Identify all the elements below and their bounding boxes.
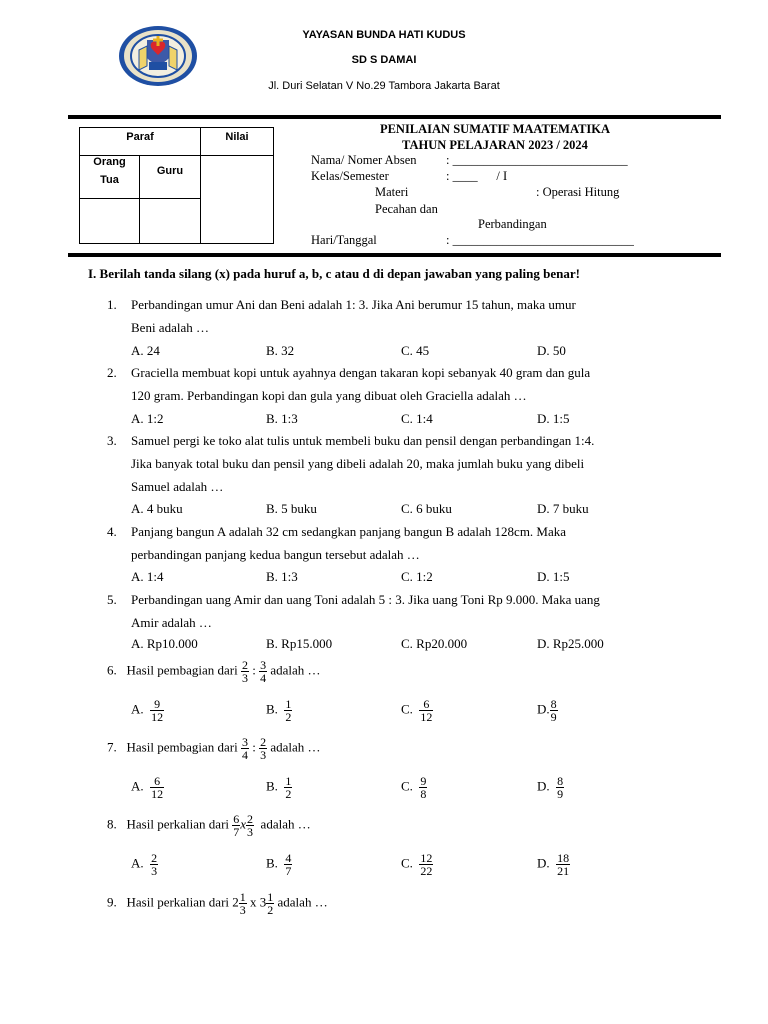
- question-9: 9. Hasil perkalian dari 2 $\frac{1}{3}$ x 3 $\frac{1}{2}$ adalah …: [107, 890, 328, 917]
- option-d[interactable]: D. $\frac{18}{21}$: [537, 851, 570, 878]
- question-number: 5.: [107, 592, 117, 607]
- option-c[interactable]: C. $\frac{6}{12}$: [401, 697, 433, 724]
- nama-label: Nama/ Nomer Absen: [311, 153, 417, 167]
- question-prefix: Hasil perkalian dari: [126, 894, 230, 910]
- question-text-line-2: Jika banyak total buku dan pensil yang dibeli adalah 20, maka jumlah buku yang dibeli: [131, 456, 585, 471]
- option-c[interactable]: C. Rp20.000: [401, 636, 468, 651]
- question-text-line-1: Samuel pergi ke toko alat tulis untuk membeli buku dan pensil dengan perbandingan 1:4.: [131, 433, 595, 448]
- section-instruction: I. Berilah tanda silang (x) pada huruf a, b, c atau d di depan jawaban yang paling benar!: [88, 266, 580, 281]
- materi-value: : Operasi Hitung: [536, 185, 620, 199]
- signature-table: [79, 127, 274, 244]
- materi-cont-1: Pecahan dan: [375, 202, 438, 216]
- option-d[interactable]: D. 1:5: [537, 411, 570, 426]
- question-prefix: Hasil pembagian dari: [126, 739, 238, 755]
- exam-title: PENILAIAN SUMATIF MAATEMATIKA: [379, 122, 611, 136]
- materi-label: Materi: [375, 185, 409, 199]
- school-name: SD S DAMAI: [351, 54, 417, 66]
- question-suffix: adalah …: [260, 816, 311, 832]
- orang-tua-label-1: Orang: [93, 156, 126, 168]
- option-c[interactable]: C. $\frac{12}{22}$: [401, 851, 433, 878]
- option-b[interactable]: B. 1:3: [266, 411, 298, 426]
- option-a[interactable]: A. $\frac{6}{12}$: [131, 774, 164, 801]
- question-text-line-2: Amir adalah …: [131, 615, 212, 630]
- option-a[interactable]: A. $\frac{9}{12}$: [131, 697, 164, 724]
- question-text-line-2: 120 gram. Perbandingan kopi dan gula yang dibuat oleh Graciella adalah …: [131, 388, 527, 403]
- option-a[interactable]: A. 4 buku: [131, 501, 183, 516]
- question-text-line-1: Panjang bangun A adalah 32 cm sedangkan panjang bangun B adalah 128cm. Maka: [131, 524, 567, 539]
- question-8: 8. Hasil perkalian dari $\frac{6}{7}$ x $\frac{2}{3}$ adalah …: [107, 812, 311, 839]
- option-d[interactable]: D. 50: [537, 343, 566, 358]
- foundation-name: YAYASAN BUNDA HATI KUDUS: [302, 29, 466, 41]
- option-d[interactable]: D. 7 buku: [537, 501, 589, 516]
- nilai-header: Nilai: [225, 131, 249, 143]
- option-c[interactable]: C. $\frac{9}{8}$: [401, 774, 427, 801]
- option-b[interactable]: B. 5 buku: [266, 501, 317, 516]
- option-d[interactable]: D. Rp25.000: [537, 636, 604, 651]
- option-a[interactable]: A. $\frac{2}{3}$: [131, 851, 158, 878]
- option-c[interactable]: C. 45: [401, 343, 430, 358]
- question-number: 7.: [107, 739, 117, 755]
- option-b[interactable]: B. $\frac{4}{7}$: [266, 851, 292, 878]
- fraction: $\frac{2}{3}$: [241, 658, 248, 685]
- question-suffix: adalah …: [270, 739, 321, 755]
- question-prefix: Hasil pembagian dari: [126, 662, 238, 678]
- option-b[interactable]: B. $\frac{1}{2}$: [266, 697, 292, 724]
- question-text-line-3: Samuel adalah …: [131, 479, 224, 494]
- option-c[interactable]: C. 1:2: [401, 569, 433, 584]
- fraction: $\frac{6}{7}$: [233, 812, 240, 839]
- question-text-line-1: Perbandingan umur Ani dan Beni adalah 1: 3. Jika Ani berumur 15 tahun, maka umur: [131, 297, 576, 312]
- question-number: 2.: [107, 365, 117, 380]
- question-text-line-2: Beni adalah …: [131, 320, 209, 335]
- question-prefix: Hasil perkalian dari: [126, 816, 230, 832]
- fraction: $\frac{2}{3}$: [260, 735, 267, 762]
- fraction: $\frac{2}{3}$: [247, 812, 254, 839]
- option-b[interactable]: B. 32: [266, 343, 295, 358]
- paraf-header: Paraf: [126, 131, 154, 143]
- question-text-line-1: Perbandingan uang Amir dan uang Toni adalah 5 : 3. Jika uang Toni Rp 9.000. Maka uang: [131, 592, 600, 607]
- materi-cont-2: Perbandingan: [478, 217, 547, 231]
- fraction: $\frac{3}{4}$: [260, 658, 267, 685]
- nama-field[interactable]: : ____________________________: [446, 153, 628, 167]
- question-number: 3.: [107, 433, 117, 448]
- kelas-label: Kelas/Semester: [311, 169, 389, 183]
- fraction: $\frac{1}{2}$: [267, 890, 274, 917]
- option-b[interactable]: B. $\frac{1}{2}$: [266, 774, 292, 801]
- question-text-line-2: perbandingan panjang kedua bangun tersebut adalah …: [131, 547, 420, 562]
- question-number: 6.: [107, 662, 117, 678]
- question-number: 8.: [107, 816, 117, 832]
- school-address: Jl. Duri Selatan V No.29 Tambora Jakarta Barat: [268, 80, 500, 92]
- option-a[interactable]: A. 1:2: [131, 411, 164, 426]
- option-a[interactable]: A. Rp10.000: [131, 636, 198, 651]
- header-rule-bottom: [68, 253, 721, 257]
- fraction: $\frac{1}{3}$: [239, 890, 246, 917]
- option-d[interactable]: D. 1:5: [537, 569, 570, 584]
- question-7: 7. Hasil pembagian dari $\frac{3}{4}$ : $\frac{2}{3}$ adalah …: [107, 735, 321, 762]
- question-number: 9.: [107, 894, 117, 910]
- question-text-line-1: Graciella membuat kopi untuk ayahnya dengan takaran kopi sebanyak 40 gram dan gula: [131, 365, 591, 380]
- question-suffix: adalah …: [270, 662, 321, 678]
- question-number: 4.: [107, 524, 117, 539]
- orang-tua-label-2: Tua: [100, 174, 119, 186]
- question-suffix: adalah …: [277, 894, 328, 910]
- option-a[interactable]: A. 1:4: [131, 569, 164, 584]
- hari-label: Hari/Tanggal: [311, 233, 377, 247]
- option-d[interactable]: D. $\frac{8}{9}$: [537, 774, 564, 801]
- question-6: 6. Hasil pembagian dari $\frac{2}{3}$ : $\frac{3}{4}$ adalah …: [107, 658, 321, 685]
- exam-year: TAHUN PELAJARAN 2023 / 2024: [402, 138, 588, 152]
- header-rule-top: [68, 115, 721, 119]
- option-c[interactable]: C. 1:4: [401, 411, 433, 426]
- option-b[interactable]: B. Rp15.000: [266, 636, 333, 651]
- guru-label: Guru: [156, 165, 184, 177]
- hari-field[interactable]: : _____________________________: [446, 233, 634, 247]
- question-number: 1.: [107, 297, 117, 312]
- option-a[interactable]: A. 24: [131, 343, 160, 358]
- kelas-field[interactable]: : ____ / I: [446, 169, 508, 183]
- option-c[interactable]: C. 6 buku: [401, 501, 452, 516]
- option-d[interactable]: D. $\frac{8}{9}$: [537, 697, 557, 724]
- option-b[interactable]: B. 1:3: [266, 569, 298, 584]
- fraction: $\frac{3}{4}$: [241, 735, 248, 762]
